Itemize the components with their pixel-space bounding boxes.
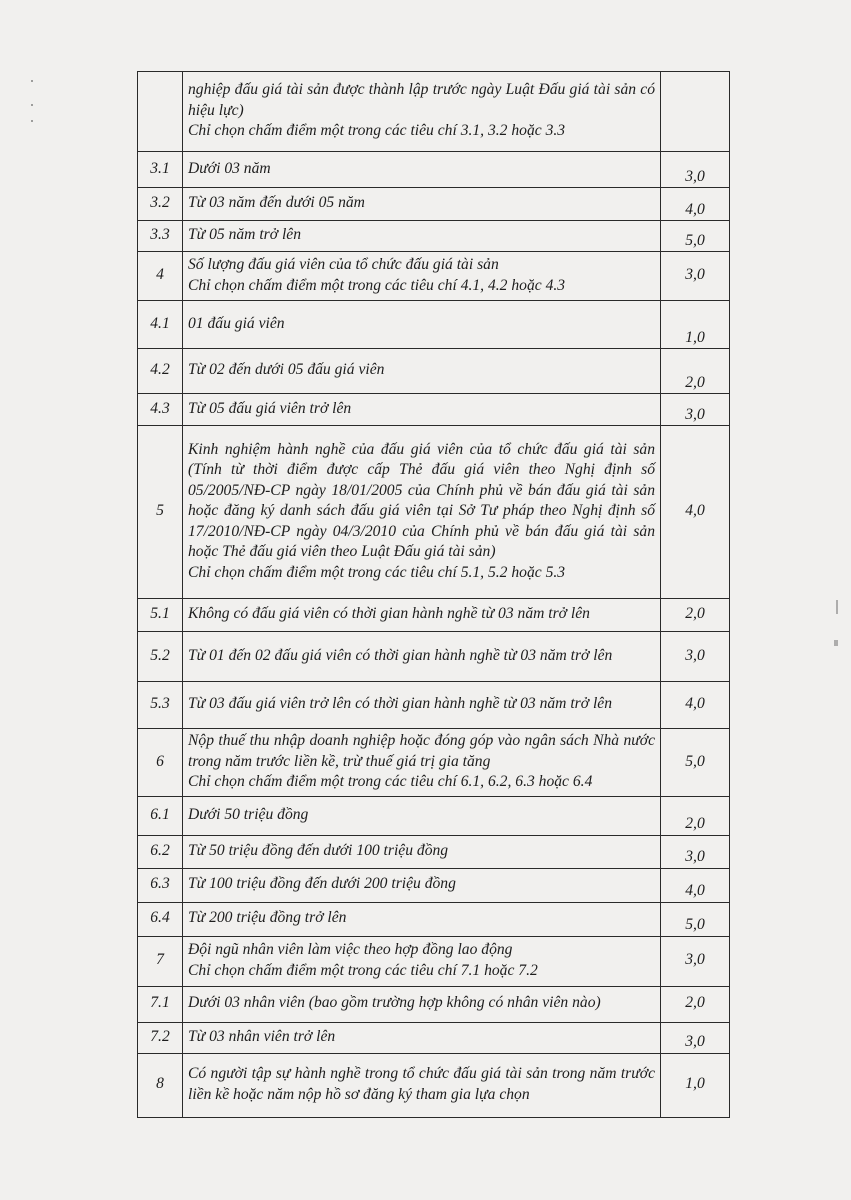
criteria-number: 7: [138, 936, 183, 986]
criteria-description: [183, 188, 661, 221]
criteria-score: 1,0: [661, 1053, 730, 1117]
criteria-score: 3,0: [661, 632, 730, 682]
criteria-row: [138, 426, 730, 599]
criteria-number: 4.1: [138, 301, 183, 349]
criteria-score: 3,0: [661, 152, 730, 188]
criteria-description: [183, 221, 661, 252]
criteria-number: 3.2: [138, 188, 183, 221]
criteria-description: [183, 1022, 661, 1053]
criteria-score: 5,0: [661, 902, 730, 936]
criteria-row: [138, 599, 730, 632]
criteria-row: [138, 188, 730, 221]
criteria-description: [183, 632, 661, 682]
criteria-score: 2,0: [661, 599, 730, 632]
criteria-score: 4,0: [661, 868, 730, 902]
scan-speck: [31, 104, 33, 106]
criteria-description: [183, 729, 661, 797]
criteria-description: [183, 252, 661, 301]
criteria-text-line: nghiệp đấu giá tài sản được thành lập trước ngày Luật Đấu giá tài sản có hiệu lực): [188, 81, 655, 119]
criteria-text-line: Từ 03 nhân viên trở lên: [188, 1027, 336, 1045]
criteria-number: 6.3: [138, 868, 183, 902]
criteria-text-line: Kinh nghiệm hành nghề của đấu giá viên của tổ chức đấu giá tài sản (Tính từ thời điểm được cấp Thẻ đấu giá viên theo Nghị định số 05/2005/NĐ-CP ngày 18/01/2005 của Chính phủ về bán đấu giá tài sản hoặc đăng ký danh sách đấu giá viên tại Sở Tư pháp theo Nghị định số 17/2010/NĐ-CP ngày 04/3/2010 của Chính phủ về bán đấu giá tài sản hoặc Thẻ đấu giá viên theo Luật Đấu giá tài sản): [188, 440, 655, 561]
criteria-text-line: Từ 200 triệu đồng trở lên: [188, 909, 347, 927]
criteria-text-line: Từ 01 đến 02 đấu giá viên có thời gian hành nghề từ 03 năm trở lên: [188, 646, 613, 664]
criteria-description: [183, 152, 661, 188]
criteria-row: [138, 72, 730, 152]
criteria-score: 2,0: [661, 796, 730, 835]
criteria-row: [138, 835, 730, 868]
scan-speck: [31, 120, 33, 122]
criteria-number: 8: [138, 1053, 183, 1117]
criteria-text-line: Chỉ chọn chấm điểm một trong các tiêu chí 7.1 hoặc 7.2: [188, 961, 538, 979]
criteria-text-line: Dưới 50 triệu đồng: [188, 805, 309, 823]
criteria-number: 4.3: [138, 394, 183, 426]
criteria-score: 4,0: [661, 188, 730, 221]
criteria-row: [138, 252, 730, 301]
criteria-text-line: Chỉ chọn chấm điểm một trong các tiêu chí 3.1, 3.2 hoặc 3.3: [188, 122, 566, 140]
criteria-score: 3,0: [661, 394, 730, 426]
criteria-description: [183, 426, 661, 599]
criteria-row: [138, 632, 730, 682]
criteria-text-line: Không có đấu giá viên có thời gian hành nghề từ 03 năm trở lên: [188, 605, 590, 623]
criteria-row: [138, 1022, 730, 1053]
criteria-number: 6.2: [138, 835, 183, 868]
criteria-row: [138, 1053, 730, 1117]
criteria-description: [183, 902, 661, 936]
criteria-number: 4: [138, 252, 183, 301]
criteria-row: [138, 868, 730, 902]
criteria-score: 3,0: [661, 1022, 730, 1053]
criteria-row: [138, 301, 730, 349]
criteria-description: [183, 796, 661, 835]
criteria-description: [183, 868, 661, 902]
criteria-description: [183, 682, 661, 729]
scan-edge-mark: [836, 600, 838, 614]
criteria-row: [138, 986, 730, 1022]
criteria-description: [183, 936, 661, 986]
criteria-text-line: Nộp thuế thu nhập doanh nghiệp hoặc đóng góp vào ngân sách Nhà nước trong năm trước liền kề, trừ thuế giá trị gia tăng: [188, 732, 655, 770]
criteria-text-line: Dưới 03 nhân viên (bao gồm trường hợp không có nhân viên nào): [188, 994, 601, 1012]
criteria-number: 7.2: [138, 1022, 183, 1053]
criteria-text-line: Từ 05 năm trở lên: [188, 226, 301, 244]
criteria-number: 6: [138, 729, 183, 797]
criteria-score: 4,0: [661, 426, 730, 599]
criteria-table: [137, 71, 730, 1118]
criteria-text-line: Số lượng đấu giá viên của tổ chức đấu giá tài sản: [188, 256, 499, 273]
criteria-number: 5.2: [138, 632, 183, 682]
criteria-text-line: Từ 03 năm đến dưới 05 năm: [188, 194, 365, 212]
criteria-description: [183, 72, 661, 152]
criteria-score: [661, 72, 730, 152]
criteria-number: 5.3: [138, 682, 183, 729]
criteria-score: 3,0: [661, 835, 730, 868]
criteria-description: [183, 301, 661, 349]
criteria-number: 5.1: [138, 599, 183, 632]
criteria-text-line: Chỉ chọn chấm điểm một trong các tiêu chí 6.1, 6.2, 6.3 hoặc 6.4: [188, 773, 593, 790]
criteria-number: 6.1: [138, 796, 183, 835]
criteria-description: [183, 986, 661, 1022]
criteria-text-line: Có người tập sự hành nghề trong tổ chức đấu giá tài sản trong năm trước liền kề hoặc năm nộp hồ sơ đăng ký tham gia lựa chọn: [188, 1065, 655, 1103]
criteria-number: 3.1: [138, 152, 183, 188]
criteria-score: 2,0: [661, 349, 730, 394]
criteria-text-line: Từ 100 triệu đồng đến dưới 200 triệu đồng: [188, 875, 456, 893]
criteria-description: [183, 349, 661, 394]
criteria-score: 2,0: [661, 986, 730, 1022]
criteria-description: [183, 835, 661, 868]
criteria-number: 7.1: [138, 986, 183, 1022]
criteria-text-line: Từ 02 đến dưới 05 đấu giá viên: [188, 361, 385, 379]
criteria-text-line: Dưới 03 năm: [188, 159, 271, 177]
scan-speck: [31, 80, 33, 82]
criteria-score: 3,0: [661, 936, 730, 986]
criteria-row: [138, 796, 730, 835]
criteria-row: [138, 349, 730, 394]
criteria-text-line: Chỉ chọn chấm điểm một trong các tiêu chí 4.1, 4.2 hoặc 4.3: [188, 276, 566, 294]
criteria-text-line: Đội ngũ nhân viên làm việc theo hợp đồng lao động: [188, 941, 513, 958]
criteria-row: [138, 902, 730, 936]
criteria-description: [183, 394, 661, 426]
criteria-text-line: Từ 50 triệu đồng đến dưới 100 triệu đồng: [188, 841, 449, 859]
criteria-description: [183, 599, 661, 632]
criteria-row: [138, 394, 730, 426]
criteria-score: 3,0: [661, 252, 730, 301]
criteria-text-line: 01 đấu giá viên: [188, 314, 285, 332]
scan-edge-mark: [834, 640, 838, 646]
criteria-text-line: Từ 03 đấu giá viên trở lên có thời gian hành nghề từ 03 năm trở lên: [188, 695, 612, 713]
criteria-description: [183, 1053, 661, 1117]
criteria-number: 3.3: [138, 221, 183, 252]
criteria-row: [138, 936, 730, 986]
criteria-score: 1,0: [661, 301, 730, 349]
criteria-row: [138, 729, 730, 797]
criteria-number: 6.4: [138, 902, 183, 936]
criteria-table-body: [138, 72, 730, 1118]
criteria-number: 5: [138, 426, 183, 599]
criteria-number: [138, 72, 183, 152]
criteria-score: 5,0: [661, 221, 730, 252]
criteria-text-line: Chỉ chọn chấm điểm một trong các tiêu chí 5.1, 5.2 hoặc 5.3: [188, 563, 566, 581]
criteria-number: 4.2: [138, 349, 183, 394]
criteria-row: [138, 682, 730, 729]
criteria-score: 5,0: [661, 729, 730, 797]
criteria-text-line: Từ 05 đấu giá viên trở lên: [188, 399, 352, 417]
criteria-row: [138, 152, 730, 188]
criteria-row: [138, 221, 730, 252]
criteria-score: 4,0: [661, 682, 730, 729]
